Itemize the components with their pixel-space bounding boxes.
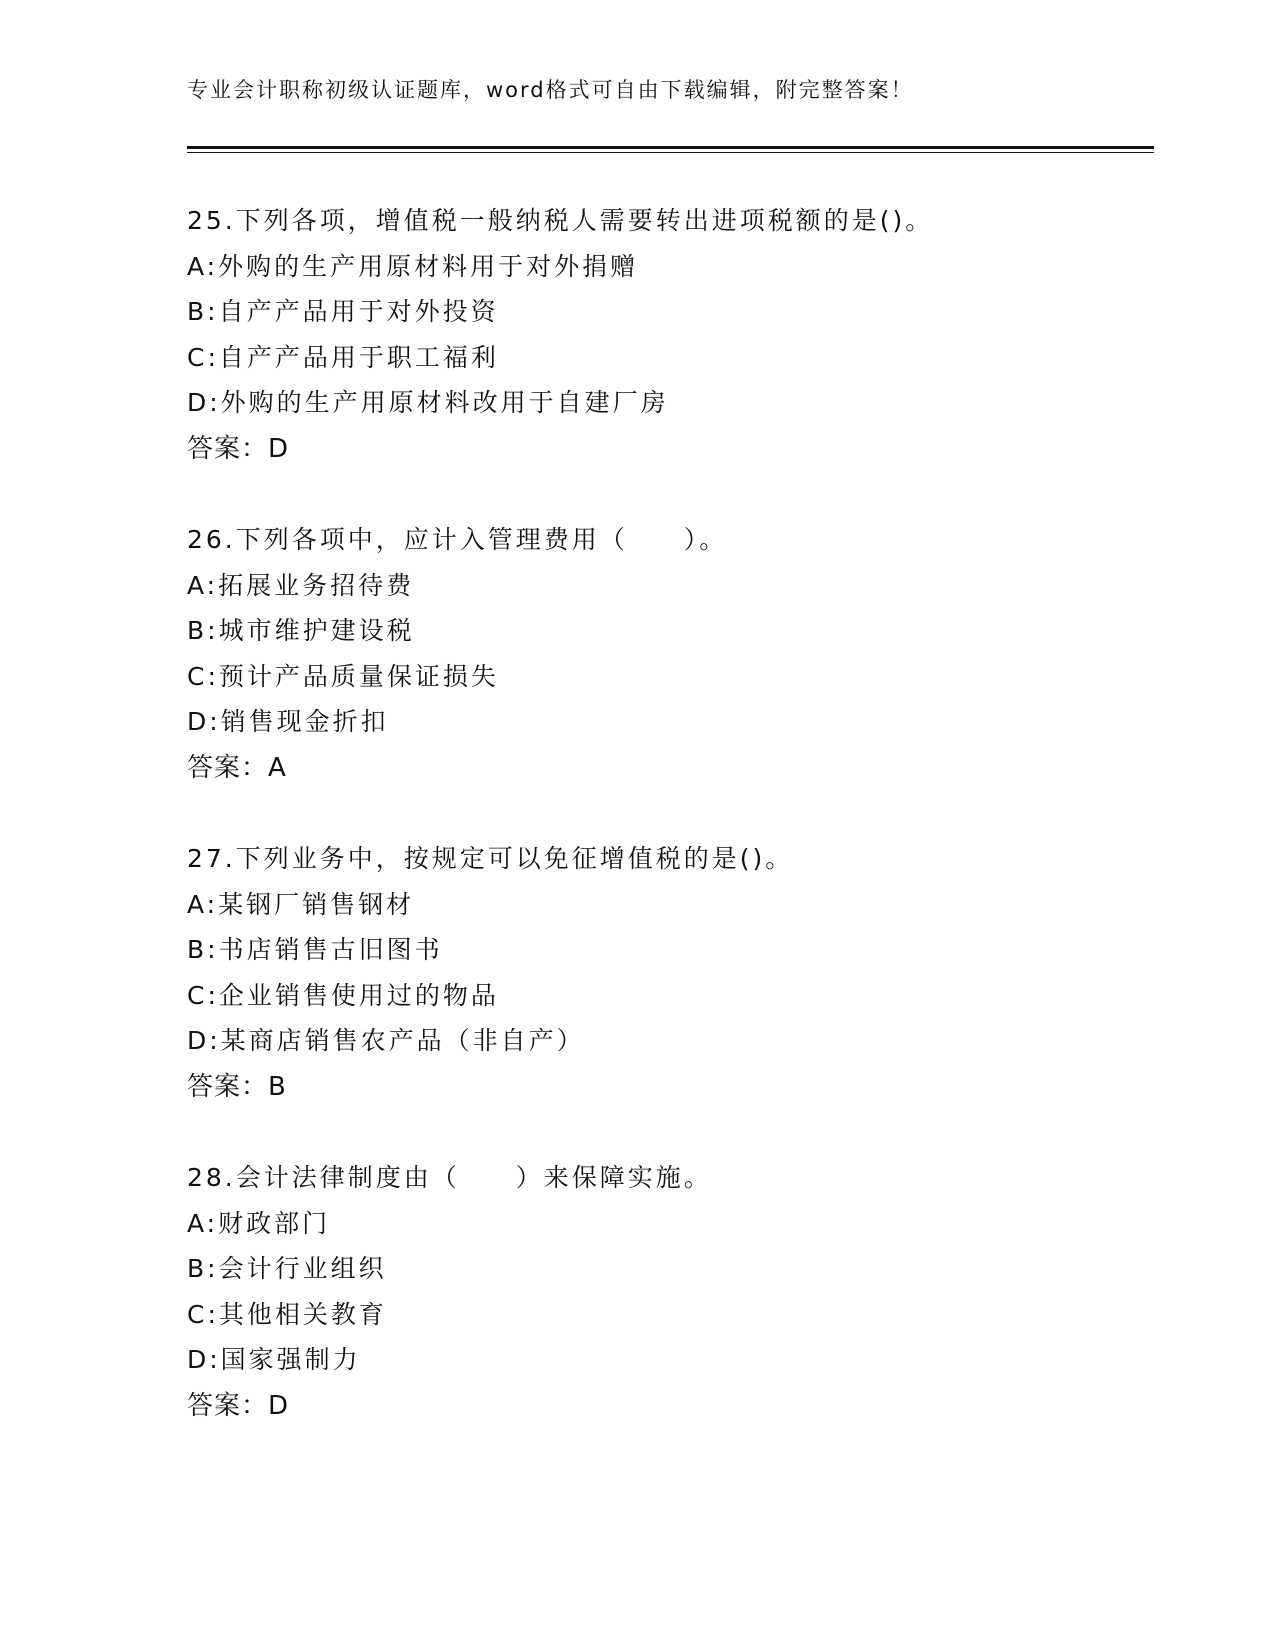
answer: 答案：D (187, 433, 290, 464)
option-b: B:自产产品用于对外投资 (187, 297, 499, 326)
option-d: D:销售现金折扣 (187, 707, 389, 736)
answer: 答案：B (187, 1071, 287, 1102)
option-b: B:书店销售古旧图书 (187, 935, 443, 964)
option-b: B:会计行业组织 (187, 1254, 387, 1283)
question-stem: 26.下列各项中，应计入管理费用（ ）。 (187, 525, 728, 554)
option-c: C:其他相关教育 (187, 1299, 387, 1329)
question-block (187, 523, 727, 796)
question-stem: 27.下列业务中，按规定可以免征增值税的是()。 (187, 844, 794, 873)
option-b: B:城市维护建设税 (187, 616, 415, 645)
answer: 答案：A (187, 752, 287, 783)
option-a: A:拓展业务招待费 (187, 570, 415, 600)
option-d: D:某商店销售农产品（非自产） (187, 1026, 585, 1055)
option-d: D:外购的生产用原材料改用于自建厂房 (187, 388, 669, 417)
option-c: C:预计产品质量保证损失 (187, 661, 499, 691)
question-block (187, 204, 933, 477)
question-block (187, 1161, 712, 1434)
header-text: 专业会计职称初级认证题库，word格式可自由下载编辑，附完整答案！ (187, 78, 914, 102)
option-a: A:财政部门 (187, 1208, 331, 1238)
option-c: C:企业销售使用过的物品 (187, 980, 499, 1010)
option-c: C:自产产品用于职工福利 (187, 342, 499, 372)
header-rule-thick (187, 146, 1154, 149)
question-block (187, 842, 793, 1115)
answer: 答案：D (187, 1390, 290, 1421)
option-a: A:某钢厂销售钢材 (187, 889, 415, 919)
question-stem: 25.下列各项，增值税一般纳税人需要转出进项税额的是()。 (187, 206, 934, 235)
option-d: D:国家强制力 (187, 1345, 361, 1374)
option-a: A:外购的生产用原材料用于对外捐赠 (187, 251, 639, 281)
question-stem: 28.会计法律制度由（ ）来保障实施。 (187, 1163, 712, 1192)
header-rule-thin (187, 152, 1154, 153)
